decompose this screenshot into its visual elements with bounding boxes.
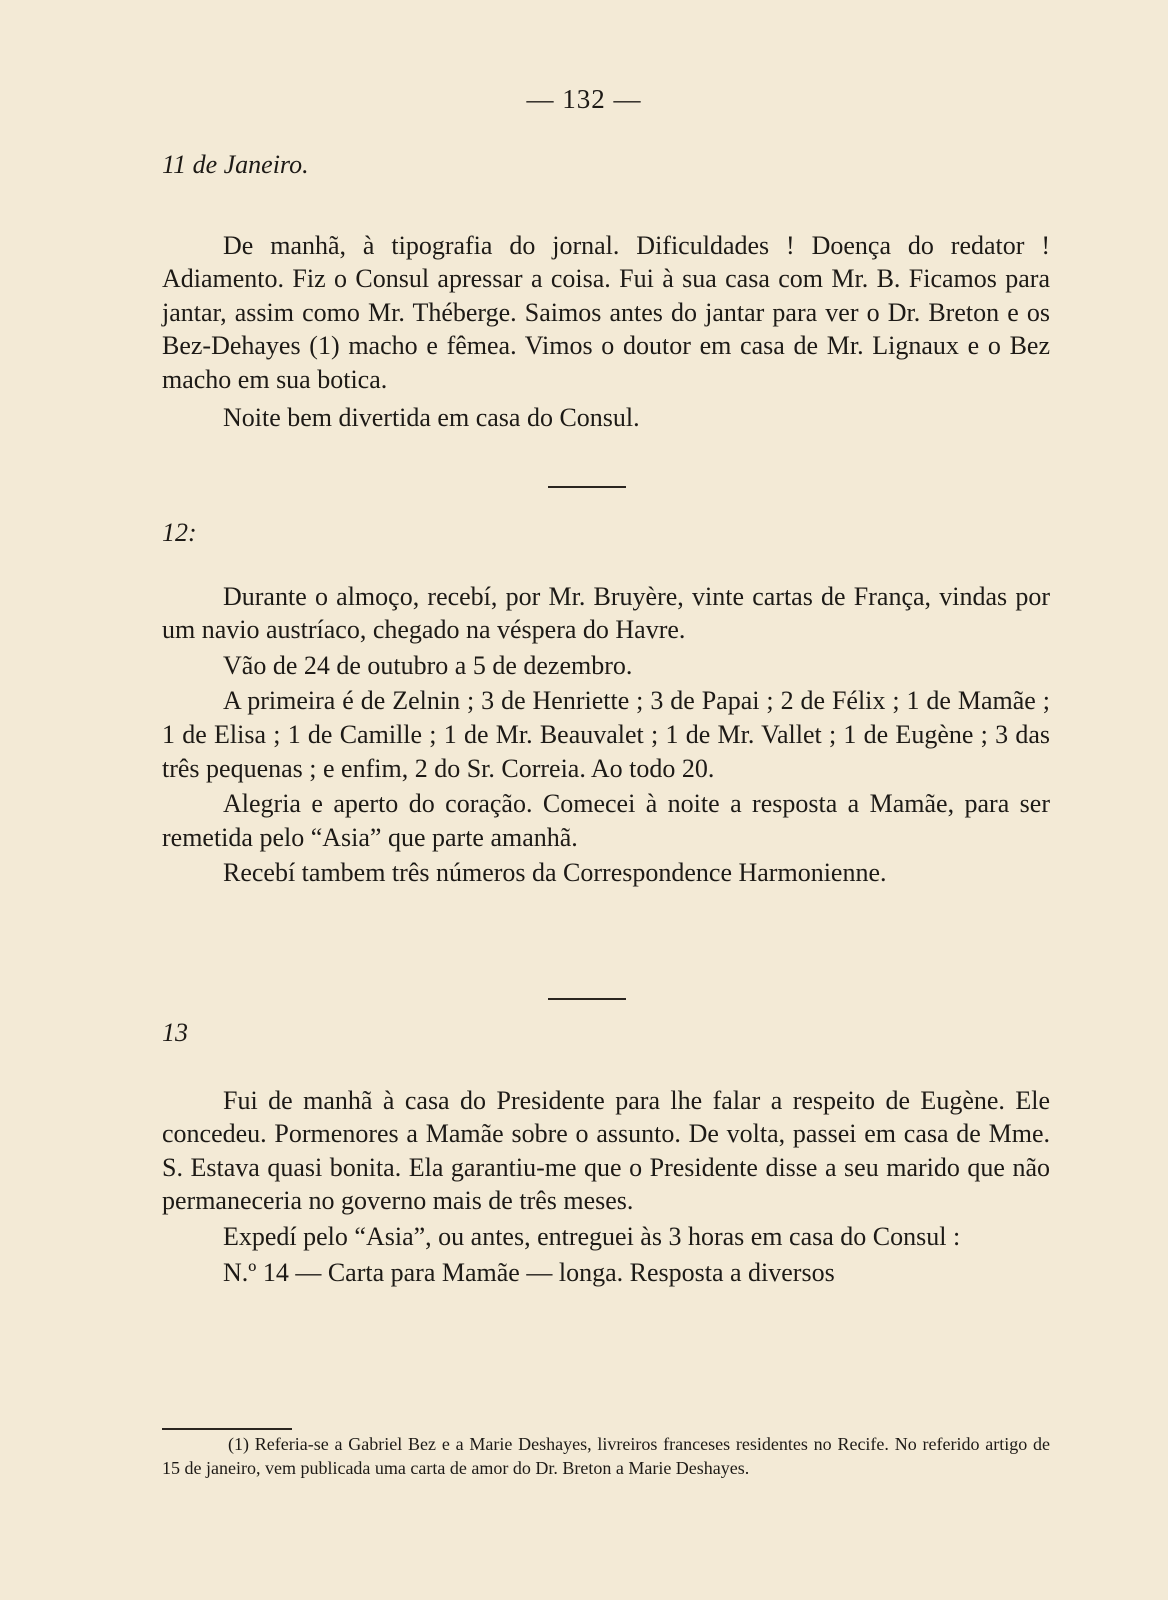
paragraph: Alegria e aperto do coração. Comecei à noite a resposta a Mamãe, para ser remetida pelo “Asia” que parte amanhã. — [162, 789, 1050, 852]
paragraph: Noite bem divertida em casa do Consul. — [223, 402, 640, 432]
entry-jan-12 — [162, 516, 1050, 890]
paragraph: N.º 14 — Carta para Mamãe — longa. Resposta a diversos — [223, 1257, 835, 1287]
footnote-rule — [162, 1428, 292, 1430]
footnote-text: (1) Referia-se a Gabriel Bez e a Marie Deshayes, livreiros franceses residentes no Recife. No referido artigo de 15 de janeiro, vem publicada uma carta de amor do Dr. Breton a Marie Deshayes. — [162, 1434, 1050, 1478]
page-number: — 132 — — [526, 84, 642, 114]
entry-date: 13 — [162, 1018, 188, 1047]
paragraph: Fui de manhã à casa do Presidente para lhe falar a respeito de Eugène. Ele concedeu. Pormenores a Mamãe sobre o assunto. De volta, passei em casa de Mme. S. Estava quasi bonita. Ela garantiu-me que o Presidente disse a seu marido que não permaneceria no governo mais de três meses. — [162, 1085, 1050, 1216]
entry-jan-13 — [162, 1016, 1050, 1289]
entry-date: 11 de Janeiro. — [162, 150, 309, 179]
section-separator — [548, 998, 626, 1000]
section-separator — [548, 486, 626, 488]
paragraph: Recebí tambem três números da Correspondence Harmonienne. — [223, 858, 887, 888]
paragraph: De manhã, à tipografia do jornal. Dificuldades ! Doença do redator ! Adiamento. Fiz o Consul apressar a coisa. Fui à sua casa com Mr. B. Ficamos para jantar, assim como Mr. Théberge. Saimos antes do jantar para ver o Dr. Breton e os Bez-Dehayes (1) macho e fêmea. Vimos o doutor em casa de Mr. Lignaux e o Bez macho em sua botica. — [162, 230, 1050, 394]
paragraph: Durante o almoço, recebí, por Mr. Bruyère, vinte cartas de França, vindas por um navio austríaco, chegado na véspera do Havre. — [162, 581, 1050, 645]
entry-jan-11 — [162, 148, 1050, 434]
paragraph: Vão de 24 de outubro a 5 de dezembro. — [223, 650, 633, 680]
footnote — [162, 1432, 1050, 1480]
entry-date: 12: — [162, 518, 197, 547]
paragraph: A primeira é de Zelnin ; 3 de Henriette ; 3 de Papai ; 2 de Félix ; 1 de Mamãe ; 1 de Elisa ; 1 de Camille ; 1 de Mr. Beauvalet ; 1 de Mr. Vallet ; 1 de Eugène ; 3 das três pequenas ; e enfim, 2 do Sr. Correia. Ao todo 20. — [162, 686, 1050, 783]
paragraph: Expedí pelo “Asia”, ou antes, entreguei às 3 horas em casa do Consul : — [223, 1221, 961, 1251]
